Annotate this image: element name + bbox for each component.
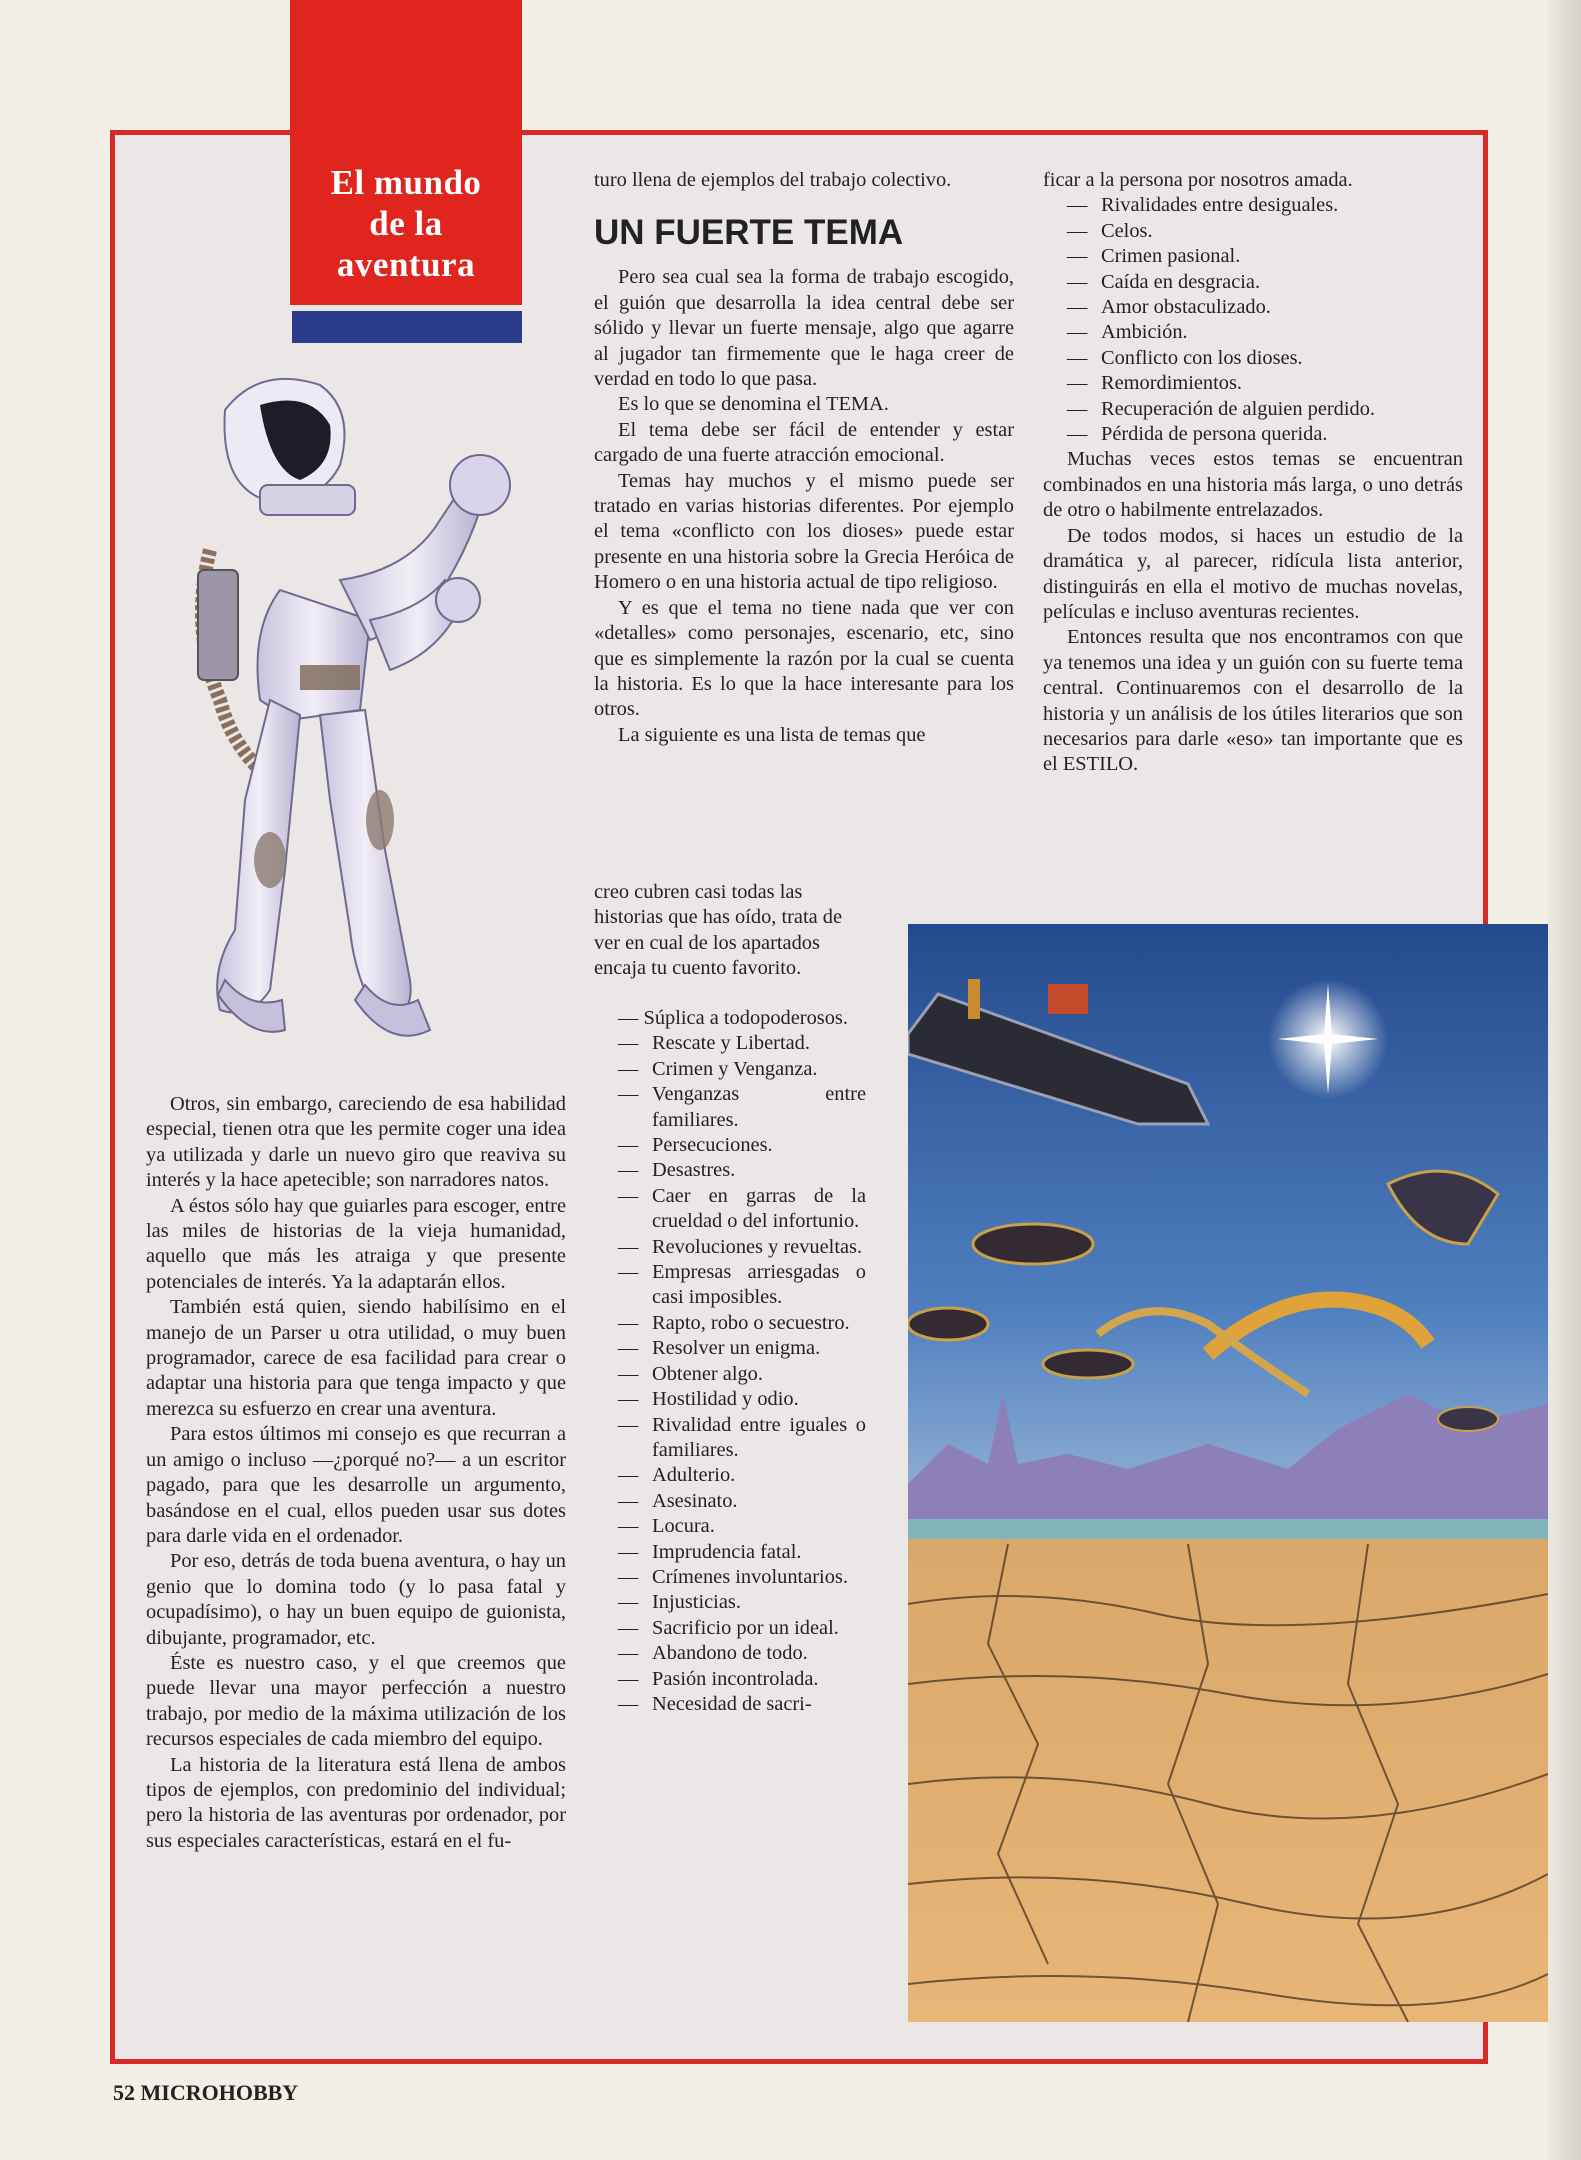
list-item: — Empresas arriesgadas o casi imposibles. <box>618 1260 866 1311</box>
column-2-narrow <box>594 880 866 982</box>
paragraph: A éstos sólo hay que guiarles para escoger, entre las miles de historias de la vieja humanidad, aquello que más les atraiga y que presente potenciales de interés. Ya la adaptarán ellos. <box>146 1194 566 1293</box>
list-item: — Necesidad de sacri- <box>618 1692 866 1717</box>
title-line-1: El mundo <box>330 163 482 202</box>
list-item: — Conflicto con los dioses. <box>1067 346 1463 371</box>
list-item: — Rescate y Libertad. <box>618 1031 866 1056</box>
space-scene-illustration <box>908 924 1548 2022</box>
paragraph: ficar a la persona por nosotros amada. <box>1043 169 1353 191</box>
list-item: — Sacrificio por un ideal. <box>618 1616 866 1641</box>
list-item: — Abandono de todo. <box>618 1641 866 1666</box>
list-item: — Persecuciones. <box>618 1133 866 1158</box>
title-line-3: aventura <box>336 245 476 284</box>
list-item: — Celos. <box>1067 219 1463 244</box>
column-1 <box>146 1092 566 1854</box>
list-item: — Pasión incontrolada. <box>618 1667 866 1692</box>
paragraph: Temas hay muchos y el mismo puede ser tratado en varias historias diferentes. Por ejemplo el tema «conflicto con los dioses» puede estar presente en una historia sobre la Grecia Heróica de Homero o en una historia actual de tipo religioso. <box>594 469 1014 594</box>
paragraph: Otros, sin embargo, careciendo de esa habilidad especial, tienen otra que les permite coger una idea ya utilizada y darle un nuevo giro que reaviva su interés y la hace apetecible; son narradores natos. <box>146 1093 566 1192</box>
list-item: — Revoluciones y revueltas. <box>618 1235 866 1260</box>
paragraph: El tema debe ser fácil de entender y estar cargado de una fuerte atracción emocional. <box>594 418 1014 467</box>
list-item: — Injusticias. <box>618 1590 866 1615</box>
column-3 <box>1043 168 1463 778</box>
paragraph: Entonces resulta que nos encontramos con que ya tenemos una idea y un guión con su fuerte tema central. Continuaremos con el desarrollo de la historia y un análisis de los útiles literarios que son necesarios para darle «eso» tan importante que es el ESTILO. <box>1043 626 1463 776</box>
paragraph: Es lo que se denomina el TEMA. <box>618 393 889 416</box>
paragraph: Pero sea cual sea la forma de trabajo escogido, el guión que desarrolla la idea central debe ser sólido y llevar un fuerte mensaje, algo que agarre al jugador tan firmemente que le haga creer de verdad en todo lo que pasa. <box>594 266 1014 391</box>
list-item: — Caer en garras de la crueldad o del infortunio. <box>618 1184 866 1235</box>
list-item: — Pérdida de persona querida. <box>1067 422 1463 447</box>
paragraph: Para estos últimos mi consejo es que recurran a un amigo o incluso —¿porqué no?— a un escritor pagado, para que les desarrolle un argumento, basándose en el cual, ellos pueden usar sus dotes para darle vida en el ordenador. <box>146 1423 566 1547</box>
title-underline-bar <box>292 311 522 343</box>
section-title <box>290 162 522 285</box>
list-item: — Rivalidades entre desiguales. <box>1067 193 1463 218</box>
list-item: — Crimen y Venganza. <box>618 1057 866 1082</box>
page-footer: 52 MICROHOBBY <box>113 2080 299 2105</box>
section-title-tab <box>290 0 522 305</box>
theme-list-a <box>594 1006 866 1717</box>
list-item: — Crímenes involuntarios. <box>618 1565 866 1590</box>
paragraph: También está quien, siendo habilísimo en el manejo de un Parser u otra utilidad, o muy buen programador, carece de esa facilidad para crear o adaptar una historia para que tenga impacto y que merezca su esfuerzo en crear una aventura. <box>146 1296 566 1420</box>
list-item: — Rivalidad entre iguales o familiares. <box>618 1413 866 1464</box>
column-2 <box>594 168 1014 748</box>
paragraph: La siguiente es una lista de temas que <box>618 723 926 746</box>
list-item: — Adulterio. <box>618 1463 866 1488</box>
page-edge <box>1548 0 1581 2160</box>
list-item: — Resolver un enigma. <box>618 1336 866 1361</box>
list-item: — Amor obstaculizado. <box>1067 295 1463 320</box>
list-item: — Desastres. <box>618 1158 866 1183</box>
list-item: — Imprudencia fatal. <box>618 1540 866 1565</box>
list-item: — Hostilidad y odio. <box>618 1387 866 1412</box>
paragraph: turo llena de ejemplos del trabajo colectivo. <box>594 169 952 191</box>
paragraph: La historia de la literatura está llena de ambos tipos de ejemplos, con predominio del individual; pero la historia de las aventuras por ordenador, por sus especiales características, estará en el fu- <box>146 1753 566 1852</box>
list-item: — Asesinato. <box>618 1489 866 1514</box>
list-item: — Recuperación de alguien perdido. <box>1067 397 1463 422</box>
list-item: — Súplica a todopoderosos. <box>618 1007 848 1029</box>
list-item: — Venganzas entre familiares. <box>618 1082 866 1133</box>
list-item: — Rapto, robo o secuestro. <box>618 1311 866 1336</box>
paragraph: Y es que el tema no tiene nada que ver con «detalles» como personajes, escenario, etc, sino que es simplemente la razón por la cual se cuenta la historia. Es lo que la hace interesante para los otros. <box>594 596 1014 721</box>
paragraph: Por eso, detrás de toda buena aventura, o hay un genio que lo domina todo (y lo pasa fatal y ocupadísimo), o hay un buen equipo de guionista, dibujante, programador, etc. <box>146 1550 566 1649</box>
list-item: — Ambición. <box>1067 320 1463 345</box>
paragraph: De todos modos, si haces un estudio de la dramática y, al parecer, ridícula lista anterior, distinguirás en ella el motivo de muchas novelas, películas e incluso aventuras recientes. <box>1043 524 1463 623</box>
astronaut-illustration <box>190 370 530 1060</box>
title-line-2: de la <box>369 204 443 243</box>
section-heading: UN FUERTE TEMA <box>594 213 904 253</box>
paragraph: Éste es nuestro caso, y el que creemos que puede llevar una mayor perfección a nuestro trabajo, por medio de la máxima utilización de los recursos especiales de cada miembro del equipo. <box>146 1651 566 1751</box>
list-item: — Remordimientos. <box>1067 371 1463 396</box>
list-item: — Locura. <box>618 1514 866 1539</box>
list-item: — Obtener algo. <box>618 1362 866 1387</box>
paragraph: Muchas veces estos temas se encuentran combinados en una historia más larga, o uno detrás de otro o habilmente entrelazados. <box>1043 448 1463 522</box>
list-item: — Crimen pasional. <box>1067 244 1463 269</box>
paragraph: creo cubren casi todas las historias que has oído, trata de ver en cual de los apartados encaja tu cuento favorito. <box>594 881 843 980</box>
list-item: — Caída en desgracia. <box>1067 270 1463 295</box>
